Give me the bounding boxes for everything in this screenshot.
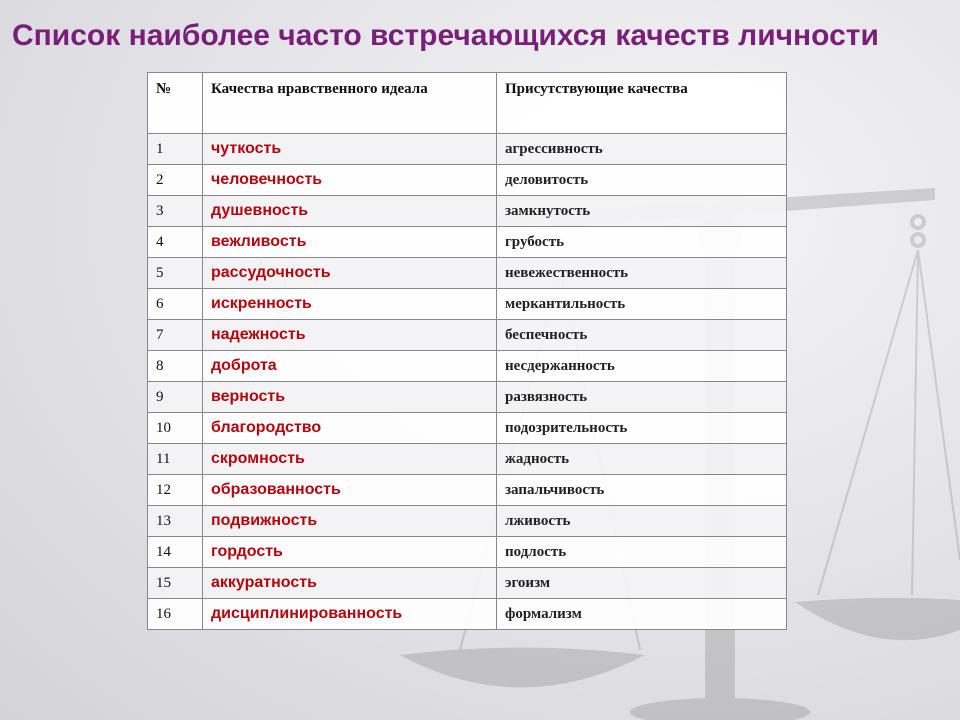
table-row [148,227,787,258]
present-quality: подозрительность [497,413,787,444]
row-number: 16 [148,599,203,630]
table-row [148,599,787,630]
row-number: 14 [148,537,203,568]
present-quality: несдержанность [497,351,787,382]
table-row [148,351,787,382]
present-quality: деловитость [497,165,787,196]
present-quality: замкнутость [497,196,787,227]
header-present-qualities: Присутствующие качества [497,73,787,134]
row-number: 12 [148,475,203,506]
row-number: 10 [148,413,203,444]
ideal-quality: образованность [203,475,497,506]
row-number: 8 [148,351,203,382]
present-quality: лживость [497,506,787,537]
present-quality: меркантильность [497,289,787,320]
table-row [148,444,787,475]
ideal-quality: благородство [203,413,497,444]
table-row [148,568,787,599]
ideal-quality: гордость [203,537,497,568]
table-row [148,537,787,568]
ideal-quality: верность [203,382,497,413]
qualities-table [147,72,787,630]
header-ideal-qualities: Качества нравственного идеала [203,73,497,134]
present-quality: запальчивость [497,475,787,506]
ideal-quality: надежность [203,320,497,351]
row-number: 2 [148,165,203,196]
row-number: 9 [148,382,203,413]
table-row [148,258,787,289]
present-quality: невежественность [497,258,787,289]
row-number: 11 [148,444,203,475]
ideal-quality: человечность [203,165,497,196]
ideal-quality: чуткость [203,134,497,165]
slide-title: Список наиболее часто встречающихся качеств личности [12,19,879,52]
header-num: № [148,73,203,134]
present-quality: жадность [497,444,787,475]
present-quality: развязность [497,382,787,413]
present-quality: подлость [497,537,787,568]
ideal-quality: вежливость [203,227,497,258]
table-row [148,413,787,444]
row-number: 7 [148,320,203,351]
present-quality: беспечность [497,320,787,351]
table-header-row [148,73,787,134]
row-number: 13 [148,506,203,537]
row-number: 5 [148,258,203,289]
row-number: 1 [148,134,203,165]
row-number: 6 [148,289,203,320]
table-row [148,165,787,196]
present-quality: формализм [497,599,787,630]
table-row [148,134,787,165]
ideal-quality: аккуратность [203,568,497,599]
ideal-quality: скромность [203,444,497,475]
ideal-quality: искренность [203,289,497,320]
present-quality: агрессивность [497,134,787,165]
ideal-quality: рассудочность [203,258,497,289]
table-row [148,289,787,320]
table-row [148,196,787,227]
row-number: 4 [148,227,203,258]
ideal-quality: душевность [203,196,497,227]
present-quality: грубость [497,227,787,258]
table-row [148,475,787,506]
row-number: 15 [148,568,203,599]
table-row [148,320,787,351]
table-row [148,506,787,537]
ideal-quality: доброта [203,351,497,382]
row-number: 3 [148,196,203,227]
ideal-quality: дисциплинированность [203,599,497,630]
present-quality: эгоизм [497,568,787,599]
ideal-quality: подвижность [203,506,497,537]
table-row [148,382,787,413]
